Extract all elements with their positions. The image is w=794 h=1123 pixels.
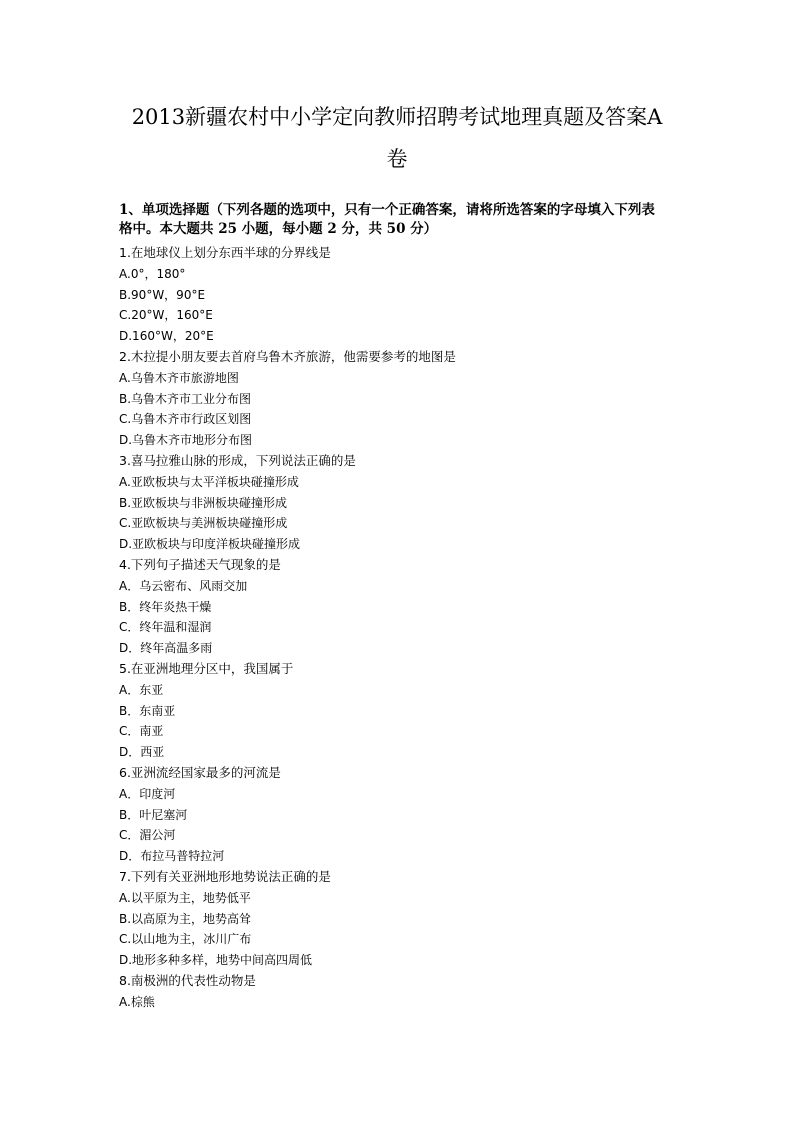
document-title-line-2: 卷 xyxy=(386,147,408,171)
question-text: 1.在地球仪上划分东西半球的分界线是 xyxy=(119,245,331,260)
answer-option: A．乌云密布、风雨交加 xyxy=(119,578,248,593)
answer-option: A.以平原为主，地势低平 xyxy=(119,890,251,905)
question-text: 6.亚洲流经国家最多的河流是 xyxy=(119,765,281,780)
answer-option: C.乌鲁木齐市行政区划图 xyxy=(119,412,252,427)
question-text: 3.喜马拉雅山脉的形成，下列说法正确的是 xyxy=(119,453,356,468)
answer-option: B.以高原为主，地势高耸 xyxy=(119,911,252,926)
question-text: 5.在亚洲地理分区中，我国属于 xyxy=(119,661,294,676)
answer-option: B．叶尼塞河 xyxy=(119,807,188,822)
answer-option: B.亚欧板块与非洲板块碰撞形成 xyxy=(119,495,288,510)
answer-option: D.亚欧板块与印度洋板块碰撞形成 xyxy=(119,537,301,552)
answer-option: B.90°W，90°E xyxy=(119,287,206,302)
answer-option: D.160°W，20°E xyxy=(119,329,214,344)
answer-option: D．布拉马普特拉河 xyxy=(119,849,225,864)
section-heading-line-1: 1、单项选择题（下列各题的选项中，只有一个正确答案，请将所选答案的字母填入下列表 xyxy=(119,202,655,218)
document-title-line-1: 2013新疆农村中小学定向教师招聘考试地理真题及答案A xyxy=(131,105,663,129)
answer-option: B.乌鲁木齐市工业分布图 xyxy=(119,391,252,406)
answer-option: A．印度河 xyxy=(119,786,176,801)
answer-option: A．东亚 xyxy=(119,682,164,697)
answer-option: A.0°，180° xyxy=(119,266,186,281)
answer-option: D．西亚 xyxy=(119,745,165,760)
answer-option: C.亚欧板块与美洲板块碰撞形成 xyxy=(119,516,288,531)
question-text: 4.下列句子描述天气现象的是 xyxy=(119,557,281,572)
answer-option: C．终年温和湿润 xyxy=(119,620,212,635)
question-text: 2.木拉提小朋友要去首府乌鲁木齐旅游，他需要参考的地图是 xyxy=(119,349,456,364)
answer-option: C．湄公河 xyxy=(119,828,176,843)
question-text: 8.南极洲的代表性动物是 xyxy=(119,973,256,988)
answer-option: A.乌鲁木齐市旅游地图 xyxy=(119,370,239,385)
section-heading-line-2: 格中。本大题共 25 小题，每小题 2 分，共 50 分） xyxy=(119,221,438,237)
answer-option: D．终年高温多雨 xyxy=(119,641,213,656)
answer-option: C．南亚 xyxy=(119,724,164,739)
question-text: 7.下列有关亚洲地形地势说法正确的是 xyxy=(119,869,331,884)
answer-option: D.乌鲁木齐市地形分布图 xyxy=(119,433,253,448)
answer-option: C.20°W，160°E xyxy=(119,308,213,323)
answer-option: B．终年炎热干燥 xyxy=(119,599,212,614)
answer-option: B．东南亚 xyxy=(119,703,176,718)
answer-option: A.棕熊 xyxy=(119,994,155,1009)
answer-option: C.以山地为主，冰川广布 xyxy=(119,932,252,947)
answer-option: D.地形多种多样，地势中间高四周低 xyxy=(119,953,313,968)
section-heading xyxy=(119,201,679,239)
answer-option: A.亚欧板块与太平洋板块碰撞形成 xyxy=(119,474,299,489)
